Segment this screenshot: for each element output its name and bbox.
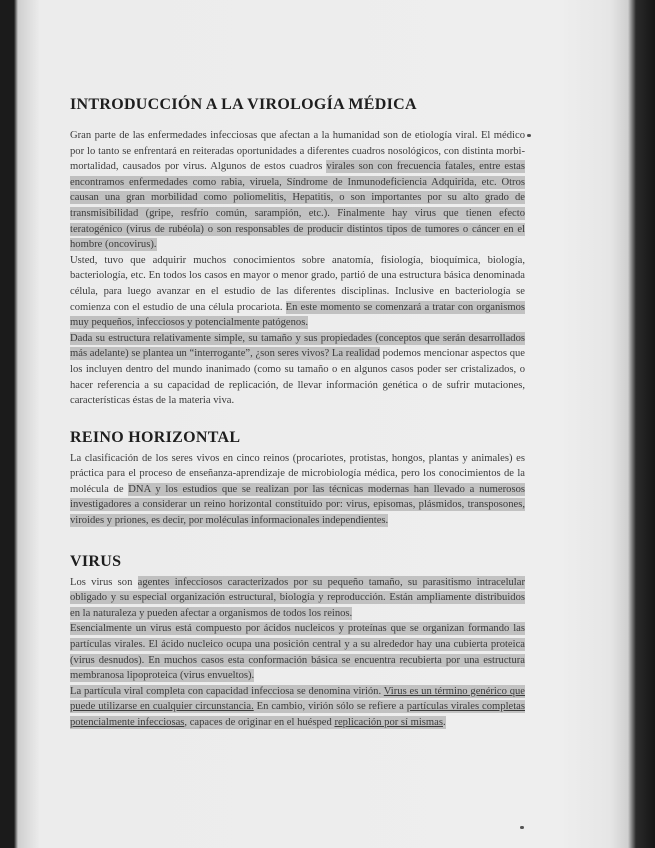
virus-p3-highlight-g: .: [443, 717, 446, 728]
intro-p1-text: Gran parte de las enfermedades infecciosas que afectan a la humanidad son de etiología viral. El médico por lo tanto se enfrentará en reiteradas oportunidades a diferentes cuadros nosológicos, con distinta morbi-mortalidad, causados por virus. Algunos de estos cuadros: [70, 130, 525, 173]
reino-p1-highlight: DNA y los estudios que se realizan por las técnicas modernas han llevado a numerosos investigadores a considerar un reino horizontal constituido por: virus, episomas, plásmidos, transposones, viroides y priones, es decir, por moléculas informacionales independientes.: [70, 483, 525, 527]
virus-p1-highlight: agentes infecciosos caracterizados por su pequeño tamaño, su parasitismo intracelular obligado y su especial organización estructural, biología y reproducción. Están ampliamente distribuidos en la naturaleza y pueden afectar a organismos de todos los reinos.: [70, 576, 525, 619]
intro-p3-text: podemos mencionar aspectos que los incluyen dentro del mundo inanimado (como su tamaño o en algunos casos poder ser cristalizados, o hacer referencia a su capacidad de replicación, de llevar información genética o de sufrir mutaciones, características éstas de la materia viva.: [70, 348, 525, 407]
reino-paragraph-1: [70, 451, 525, 529]
virus-p3-highlight-a: La partícula viral completa con capacidad infecciosa se denomina virión.: [70, 685, 384, 697]
virus-p3-highlight-e: , capaces de originar en el huésped: [184, 717, 335, 728]
document-page: [70, 96, 525, 731]
virus-paragraph-3: [70, 684, 525, 731]
margin-ink-mark: [520, 826, 524, 829]
virus-paragraph-2: [70, 621, 525, 683]
virus-p3-underlined-a: Virus es un término genérico que puede utilizarse en cualquier circunstancia.: [70, 685, 525, 713]
reino-heading: REINO HORIZONTAL: [70, 428, 241, 446]
virus-p3-underlined-b: partículas virales completas potencialmente infecciosas: [70, 701, 525, 728]
virus-p1-text: Los virus son: [70, 576, 138, 588]
intro-paragraph-2: [70, 253, 525, 331]
intro-paragraph-3: [70, 331, 525, 409]
margin-ink-mark: [527, 134, 531, 137]
virus-p3-underlined-c: replicación por sí mismas: [334, 717, 443, 728]
virus-paragraph-1: [70, 575, 525, 622]
intro-p2-text: Usted, tuvo que adquirir muchos conocimientos sobre anatomía, fisiología, bioquímica, biología, bacteriología, etc. En todos los casos en mayor o menor grado, partió de una estructura básica denominada célula, para luego avanzar en el estudio de las diferentes disciplinas. Inclusive en bacteriología se comienza con el estudio de una célula procariota.: [70, 254, 525, 313]
virus-p3-highlight-c: En cambio, virión sólo se refiere a: [253, 701, 407, 713]
virus-p2-highlight: Esencialmente un virus está compuesto por ácidos nucleicos y proteínas que se organizan formando las partículas virales. El ácido nucleico ocupa una posición central y a su alrededor hay una cubierta proteica (virus desnudos). En muchos casos esta conformación básica se encuentra recubierta por una estructura membranosa lipoproteica (virus envueltos).: [70, 623, 525, 682]
virus-heading: VIRUS: [70, 552, 122, 570]
intro-paragraph-1: [70, 128, 525, 253]
intro-p3-highlight: Dada su estructura relativamente simple, su tamaño y sus propiedades (conceptos que serán desarrollados más adelante) se plantea un “interrogante”, ¿son seres vivos? La realidad: [70, 332, 525, 360]
intro-p1-highlight: virales son con frecuencia fatales, entre estas encontramos enfermedades como rabia, viruela, Síndrome de Inmunodeficiencia Adquirida, etc. Otros causan una gran morbilidad como poliomelitis, Hepatitis, o son importantes por su alto grado de transmisibilidad (gripe, resfrío común, sarampión, etc.). Finalmente hay virus que tienen efecto teratogénico (virus de rubéola) o son responsables de producir distintos tipos de tumores o cáncer en el hombre (oncovirus).: [70, 161, 525, 251]
intro-heading: INTRODUCCIÓN A LA VIROLOGÍA MÉDICA: [70, 96, 417, 113]
intro-p2-highlight: En este momento se comenzará a tratar con organismos muy pequeños, infecciosos y potencialmente patógenos.: [70, 301, 525, 329]
reino-p1-text: La clasificación de los seres vivos en cinco reinos (procariotes, protistas, hongos, plantas y animales) es práctica para el proceso de enseñanza-aprendizaje de microbiología médica, pero los conocimientos de la molécula de: [70, 452, 525, 495]
